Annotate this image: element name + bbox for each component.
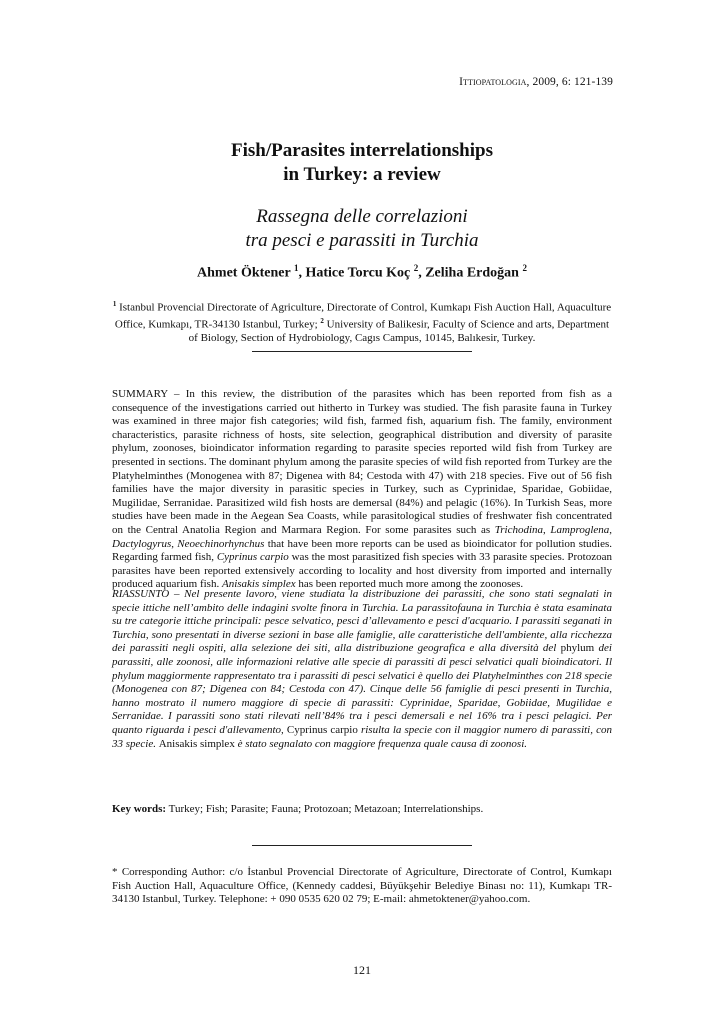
riassunto-paragraph xyxy=(112,588,612,751)
affiliation-2-text: University of Balikesir, Faculty of Science and arts, Department of Biology, Section of Hydrobiology, Cagıs Campus, 10145, Balıkesir, Turkey. xyxy=(188,318,610,345)
taxon-name: Cyprinus carpio xyxy=(216,551,289,564)
summary-text: , xyxy=(543,523,551,536)
running-head xyxy=(459,76,613,88)
author-1-name: Ahmet Öktener xyxy=(197,265,291,281)
affiliation-2-mark: 2 xyxy=(320,317,324,326)
author-list xyxy=(0,263,724,282)
riassunto-text: dei parassiti, alle zoonosi, alle informazioni relative alle specie di parassiti di pesci selvatici quali bioindicatori. Il phylum maggiormente rappresentato tra i parassiti di pesci selvatici è quello dei Platyhelminthes con 218 specie (Monogenea con 87; Digenea con 84; Cestoda con 47). Cinque delle 56 famiglie di pesci presenti in Turchia, hanno mostrato il numero maggiore di specie di parassiti: Cyprinidae, Sparidae, Gobiidae, Mugilidae e Serranidae. I parassiti sono stati rilevati nell’84% tra i pesci demersali e nel 16% tra i pesci pelagici. Per quanto riguarda i pesci d'allevamento, xyxy=(112,642,612,736)
title-line-1: Fish/Parasites interrelationships xyxy=(231,140,493,161)
subtitle-line-2: tra pesci e parassiti in Turchia xyxy=(245,230,479,251)
summary-text: SUMMARY – In this review, the distribution of the parasites which has been reported from fish as a consequence of the investigations carried out hitherto in Turkey was studied. The fish parasite fauna in Turkey was examined in three major fish categories; wild fish, farmed fish, aquarium fish. The family, environment characteristics, parasite richness of hosts, site selection, geographical distribution and diversity of parasite phylum, zoonoses, bioindicator information regarding to parasite species reported wild fish from Turkey are presented in sections. The dominant phylum among the parasite species of wild fish reported from Turkey are the Platyhelminthes (Monogenea with 87; Digenea with 84; Cestoda with 47) with 218 species. Five out of 56 fish families have the major diversity in parasitic species in Turkey, such as Cyprinidae, Sparidae, Gobiidae, Mugilidae, Serranidae. Parasitized wild fish hosts are demersal (84%) and pelagic (16%). In Turkish Seas, more studies have been made in the Aegean Sea Coasts, while parasitological studies of freshwater fish concentrated on the Central Anatolia Region and Marmara Region. For some parasites such as xyxy=(112,388,612,536)
upright-term: phylum xyxy=(560,642,595,655)
summary-text: was the most parasitized fish species with 33 parasite species. Protozoan parasites have been reported extensively according to locality and host diversity from imported and internally produced aquarium fish. xyxy=(112,551,612,591)
summary-text: has been reported much more among the zoonoses. xyxy=(295,578,524,591)
journal-details: , 2009, 6: 121-139 xyxy=(526,76,613,88)
affiliation-1-text: Istanbul Provencial Directorate of Agriculture, Directorate of Control, Kumkapı Fish Auction Hall, Aquaculture Office, Kumkapı, TR-34130 Istanbul, Turkey; xyxy=(114,301,612,331)
page-number: 121 xyxy=(353,963,371,977)
subtitle-line-1: Rassegna delle correlazioni xyxy=(256,206,468,227)
upright-term: Cyprinus carpio xyxy=(286,723,358,736)
riassunto-text: RIASSUNTO – Nel presente lavoro, viene studiata la distribuzione dei parassiti, che sono stati segnalati in specie ittiche nell’ambito delle indagini svolte finora in Turchia. La parassitofauna in Turchia è stata esaminata su tre categorie ittiche principali: pesce selvatico, pesci d’allevamento e pesci d'acquario. I parassiti seganati in Turchia, sono presentati in diverse sezioni in base alle famiglie, alle caratteristiche dell'ambiente, alla ricchezza dei parassiti negli ospiti, alla selezione dei siti, alla distribuzione geografica e alla diversità del xyxy=(112,588,612,655)
affiliation-1-mark: 1 xyxy=(112,300,117,308)
taxon-name: Dactylogyrus xyxy=(112,537,172,550)
corresponding-author-note: * Corresponding Author: c/o İstanbul Provencial Directorate of Agriculture, Directorate of Control, Kumkapı Fish Auction Hall, Aquaculture Office, (Kennedy caddesi, Büyükşehir Belediye Binası no: 11), Kumkapı TR-34130 Istanbul, Turkey. Telephone: + 090 0535 620 02 79; E-mail: ahmetoktener@yahoo.com. xyxy=(112,866,612,906)
author-3-affiliation-mark: 2 xyxy=(522,263,527,273)
summary-text: that have been more reports can be used as bioindicator for pollution studies. Regarding farmed fish, xyxy=(112,537,613,564)
journal-name: Ittiopatologia xyxy=(459,76,527,88)
author-2-affiliation-mark: 2 xyxy=(413,263,419,273)
keywords xyxy=(112,803,612,817)
summary-text: , xyxy=(171,537,178,550)
author-2-name: Hatice Torcu Koç xyxy=(305,265,411,281)
divider-rule xyxy=(252,845,472,846)
paper-subtitle-italian xyxy=(0,205,724,253)
taxon-name: Anisakis simplex xyxy=(221,578,296,591)
author-separator: , xyxy=(418,265,426,281)
taxon-name: Lamproglena xyxy=(550,523,610,536)
keywords-text: Turkey; Fish; Parasite; Fauna; Protozoan; Metazoan; Interrelationships. xyxy=(166,803,484,815)
divider-rule xyxy=(252,351,472,352)
keywords-label: Key words: xyxy=(112,803,167,815)
title-line-2: in Turkey: a review xyxy=(283,164,441,185)
taxon-name: Trichodina xyxy=(494,523,544,536)
summary-paragraph xyxy=(112,388,612,592)
paper-title xyxy=(0,139,724,187)
upright-term: Anisakis simplex xyxy=(158,737,235,750)
author-separator: , xyxy=(298,265,306,281)
riassunto-text: risulta la specie con il maggior numero di parassiti, con 33 specie. xyxy=(112,723,612,750)
summary-text: , xyxy=(609,523,613,536)
author-1-affiliation-mark: 1 xyxy=(293,263,299,273)
riassunto-text: è stato segnalato con maggiore frequenza quale causa di zoonosi. xyxy=(234,737,528,750)
affiliations xyxy=(112,298,612,346)
author-3-name: Zeliha Erdoğan xyxy=(425,265,519,281)
taxon-name: Neoechinorhynchus xyxy=(177,537,265,550)
